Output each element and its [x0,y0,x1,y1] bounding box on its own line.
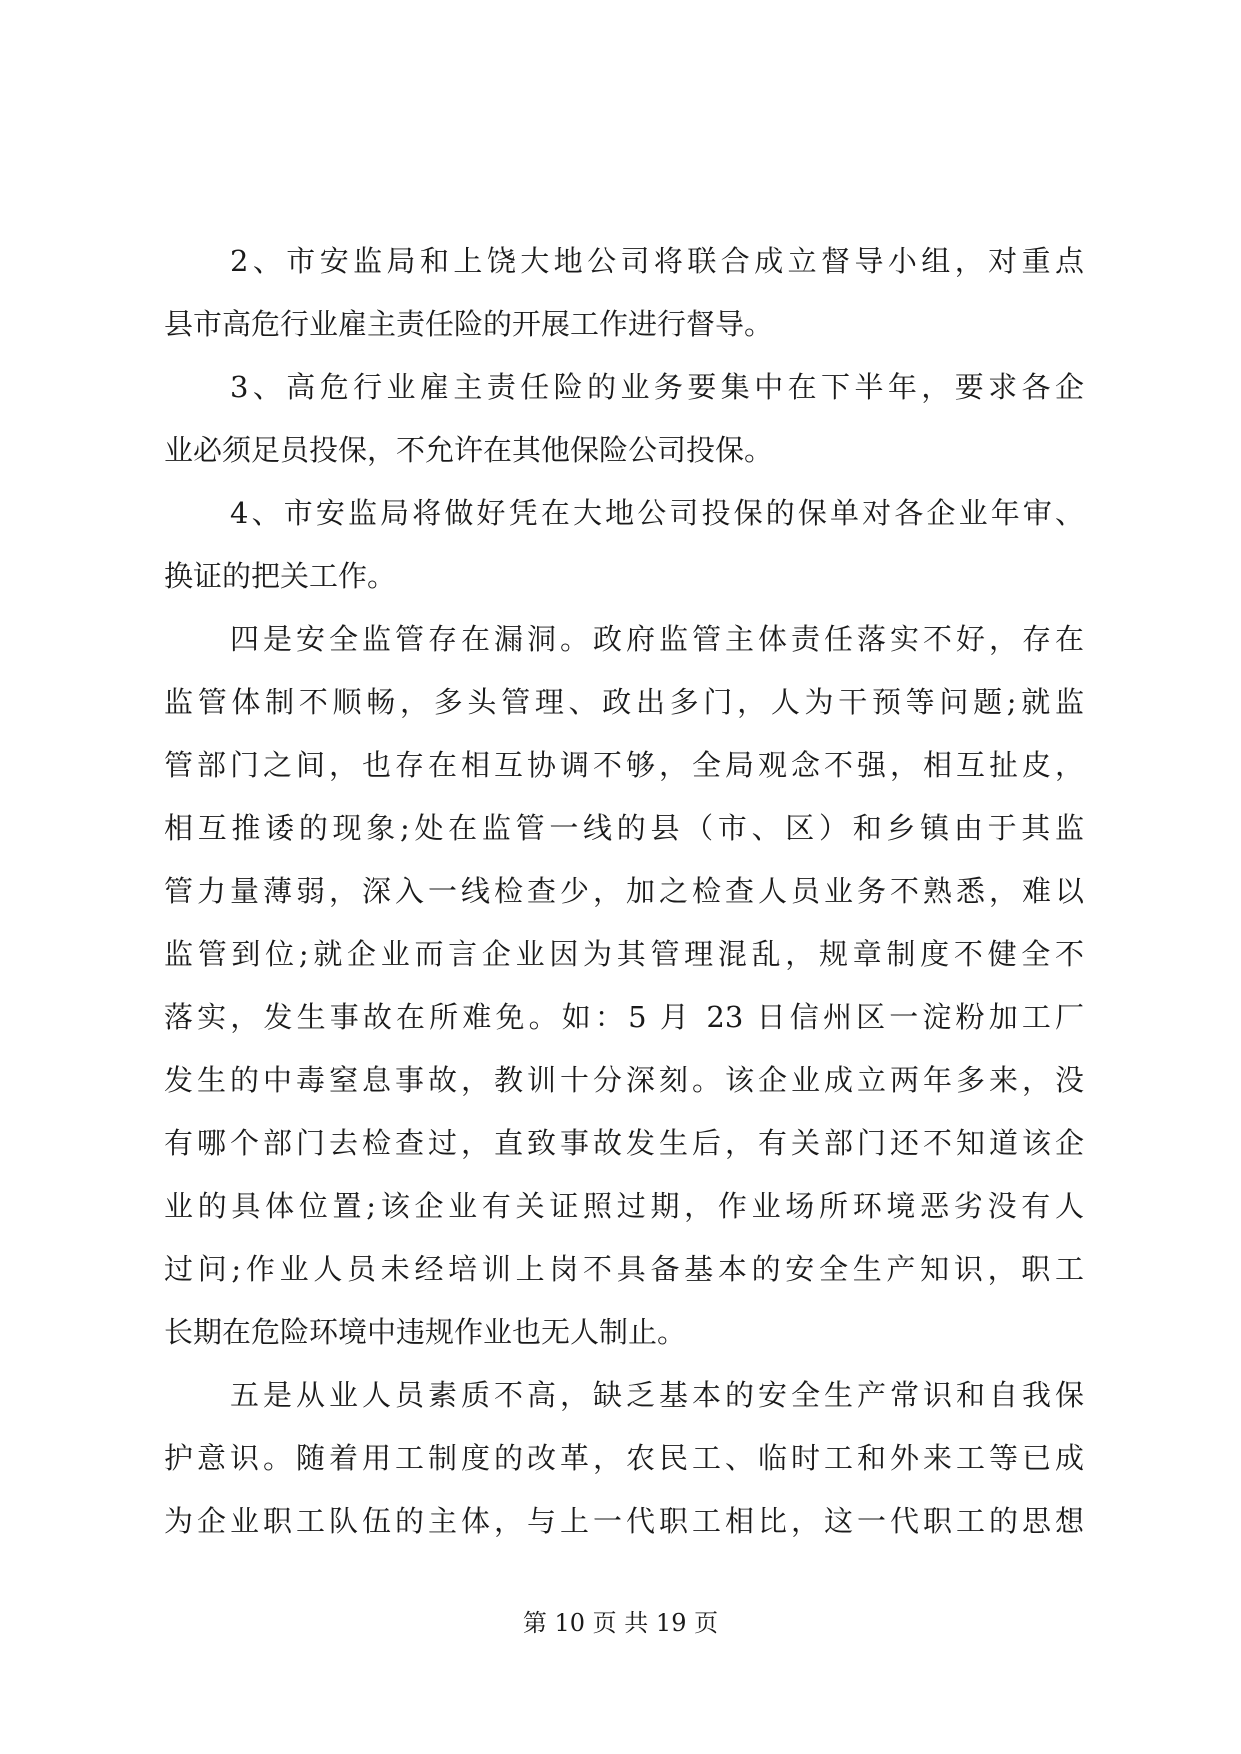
text-line: 为企业职工队伍的主体，与上一代职工相比，这一代职工的思想 [164,1504,1084,1538]
text-line: 护意识。随着用工制度的改革，农民工、临时工和外来工等已成 [164,1441,1084,1475]
text-line: 管力量薄弱，深入一线检查少，加之检查人员业务不熟悉，难以 [164,874,1084,908]
text-line: 发生的中毒窒息事故，教训十分深刻。该企业成立两年多来，没 [164,1063,1084,1097]
text-line: 监管体制不顺畅，多头管理、政出多门，人为干预等问题;就监 [164,685,1084,719]
text-line: 4、市安监局将做好凭在大地公司投保的保单对各企业年审、 [230,496,1084,530]
text-line: 落实，发生事故在所难免。如：5 月 23 日信州区一淀粉加工厂 [164,1000,1084,1034]
text-line: 五是从业人员素质不高，缺乏基本的安全生产常识和自我保 [230,1378,1084,1412]
text-line: 相互推诿的现象;处在监管一线的县（市、区）和乡镇由于其监 [164,811,1084,845]
text-line: 长期在危险环境中违规作业也无人制止。 [164,1315,687,1349]
text-line: 3、高危行业雇主责任险的业务要集中在下半年，要求各企 [230,370,1084,404]
text-line: 四是安全监管存在漏洞。政府监管主体责任落实不好，存在 [230,622,1084,656]
text-line: 业的具体位置;该企业有关证照过期，作业场所环境恶劣没有人 [164,1189,1084,1223]
text-line: 管部门之间，也存在相互协调不够，全局观念不强，相互扯皮， [164,748,1084,782]
paragraph [164,608,1084,1364]
text-line: 过问;作业人员未经培训上岗不具备基本的安全生产知识，职工 [164,1252,1084,1286]
paragraph [164,356,1084,482]
paragraph [164,1364,1084,1553]
text-line: 2、市安监局和上饶大地公司将联合成立督导小组，对重点 [230,244,1084,278]
page-number-footer: 第 10 页 共 19 页 [522,1609,719,1637]
document-body [164,230,1084,1553]
text-line: 有哪个部门去检查过，直致事故发生后，有关部门还不知道该企 [164,1126,1084,1160]
text-line: 县市高危行业雇主责任险的开展工作进行督导。 [164,307,774,341]
text-line: 换证的把关工作。 [164,559,397,593]
text-line: 监管到位;就企业而言企业因为其管理混乱，规章制度不健全不 [164,937,1084,971]
paragraph [164,230,1084,356]
paragraph [164,482,1084,608]
text-line: 业必须足员投保，不允许在其他保险公司投保。 [164,433,774,467]
